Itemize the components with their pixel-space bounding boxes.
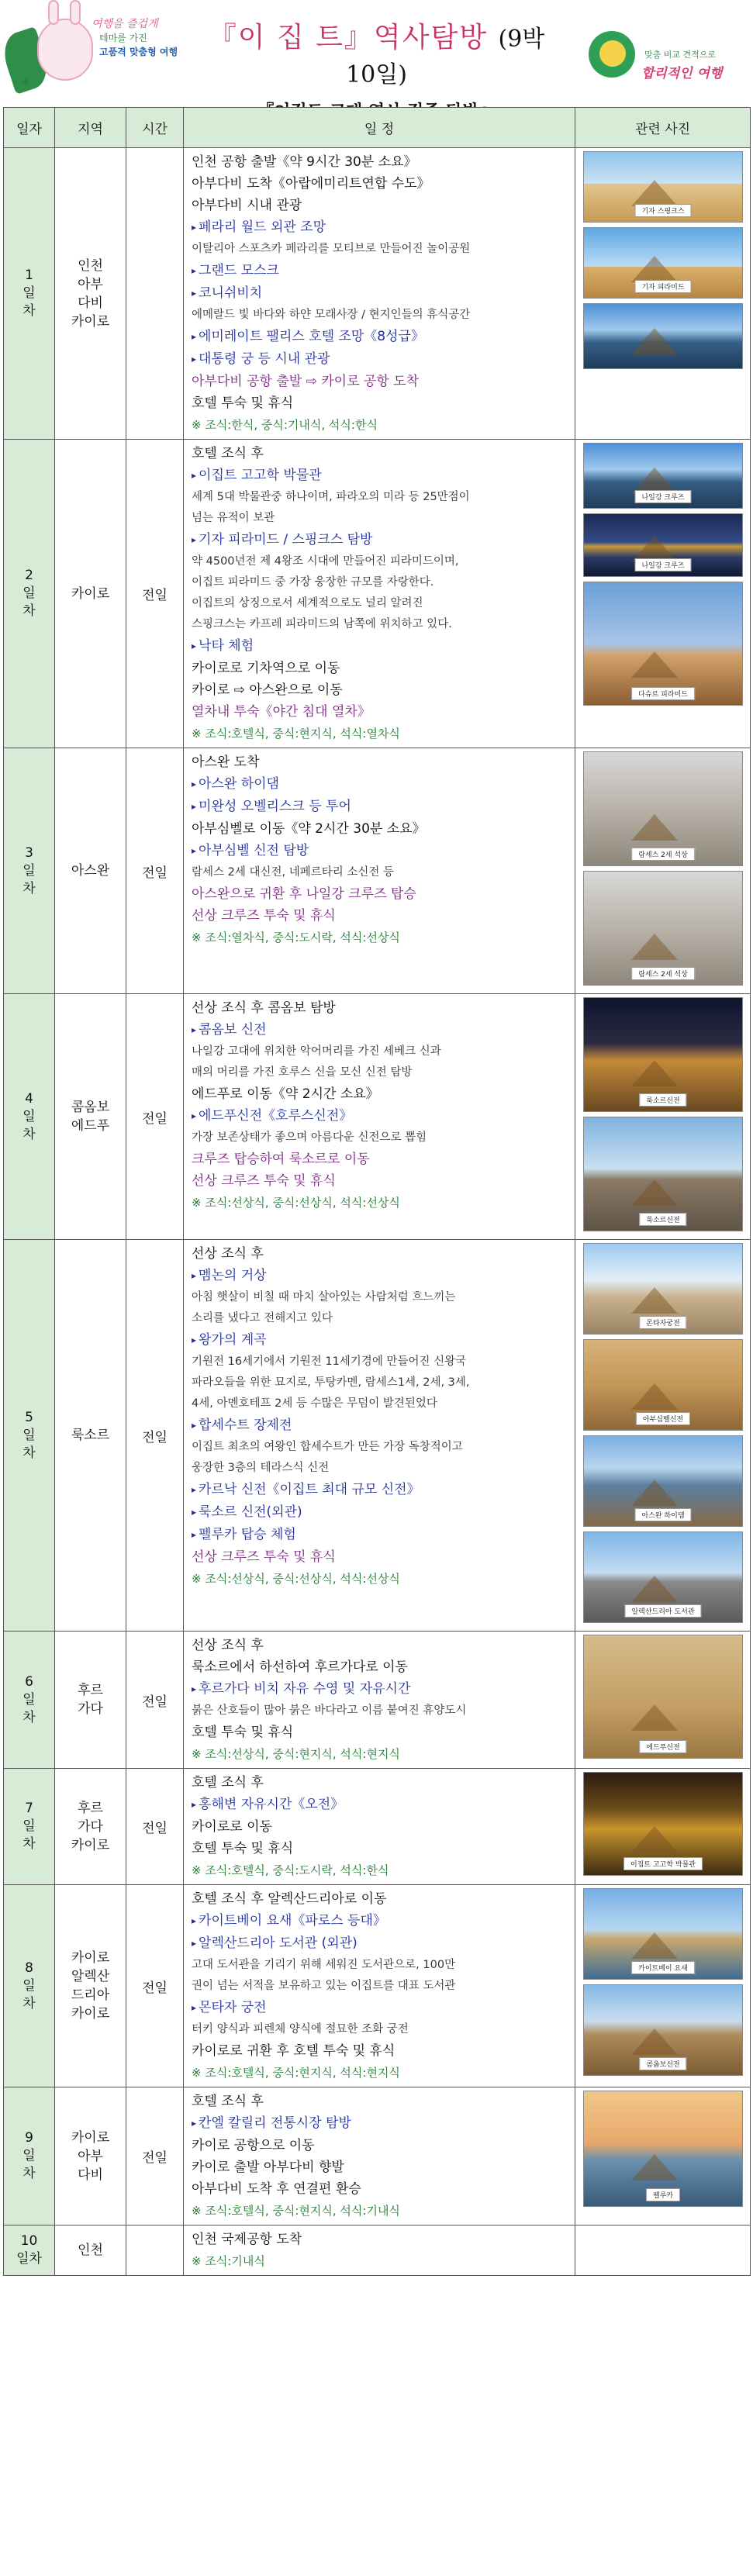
col-header-region: 지역 — [55, 108, 126, 148]
time-cell: 전일 — [126, 1885, 184, 2087]
page-title — [194, 16, 559, 89]
header — [0, 0, 753, 109]
schedule-cell — [184, 994, 575, 1240]
day-label-part: 차 — [22, 1709, 36, 1725]
meal-info: ※ 조식:기내식 — [192, 2254, 265, 2268]
related-photo — [583, 582, 743, 706]
photo-caption: 이집트 고고학 박물관 — [623, 1857, 703, 1870]
time-cell: 전일 — [126, 748, 184, 994]
day-label-part: 차 — [22, 1995, 36, 2011]
bunny-mascot-icon — [37, 19, 93, 81]
schedule-cell — [184, 1885, 575, 2087]
day-cell — [4, 1885, 55, 2087]
photo-cell — [575, 2087, 751, 2226]
photo-caption: 아스완 하이댐 — [634, 1508, 691, 1521]
region-name: 인천 — [78, 2243, 103, 2258]
logo-line2: 고품격 맞춤형 여행 — [99, 47, 178, 57]
region-name: 인천 — [78, 257, 103, 274]
photo-caption: 기자 피라미드 — [634, 280, 691, 293]
region-list — [57, 1098, 124, 1135]
region-cell — [55, 1240, 126, 1632]
region-cell — [55, 748, 126, 994]
region-cell — [55, 994, 126, 1240]
schedule-line: 카이로 출발 아부다비 향발 — [192, 2160, 344, 2175]
attraction-item: ▸ 홍해변 자유시간《오전》 — [192, 1794, 568, 1816]
day-label-part: 차 — [22, 2166, 36, 2181]
day-label-part: 5 — [25, 1409, 33, 1425]
schedule-line: 카이로로 이동 — [192, 1819, 272, 1835]
day-label-part: 7 — [25, 1801, 33, 1816]
meal-info: ※ 조식:호텔식, 중식:현지식, 석식:현지식 — [192, 2066, 400, 2080]
schedule-line: 호텔 조식 후 — [192, 1775, 264, 1790]
itinerary-table — [3, 107, 751, 2276]
schedule-line: 세계 5대 박물관중 하나이며, 파라오의 미라 등 25만점이 — [192, 491, 470, 503]
schedule-cell — [184, 2226, 575, 2276]
col-header-time: 시간 — [126, 108, 184, 148]
schedule-line: 크루즈 탑승하여 룩소르로 이동 — [192, 1152, 370, 1167]
related-photo — [583, 1635, 743, 1759]
day-label-part: 일 — [22, 1427, 36, 1443]
photo-caption: 아부심벨신전 — [636, 1412, 690, 1425]
schedule-line: 아부다비 도착 후 연결편 환승 — [192, 2181, 361, 2197]
day-cell — [4, 994, 55, 1240]
region-cell — [55, 1885, 126, 2087]
related-photo — [583, 751, 743, 866]
schedule-line: 이집트 최초의 여왕인 합세수트가 만든 가장 독창적이고 — [192, 1441, 463, 1453]
schedule-line: 파라오들을 위한 묘지로, 투탕카멘, 람세스1세, 2세, 3세, — [192, 1376, 470, 1389]
schedule-line: 스핑크스는 카프레 피라미드의 남쪽에 위치하고 있다. — [192, 618, 452, 630]
region-name: 카이로 — [71, 1950, 110, 1966]
photo-cell — [575, 440, 751, 748]
related-photo — [583, 1531, 743, 1623]
table-row — [4, 748, 751, 994]
attraction-item: ▸ 콤옴보 신전 — [192, 1019, 568, 1041]
schedule-cell — [184, 440, 575, 748]
schedule-cell — [184, 148, 575, 440]
meal-info: ※ 조식:선상식, 중식:선상식, 석식:선상식 — [192, 1572, 400, 1586]
table-row — [4, 2087, 751, 2226]
photo-caption: 룩소르신전 — [639, 1213, 686, 1226]
schedule-line: 아부심벨로 이동《약 2시간 30분 소요》 — [192, 821, 426, 837]
attraction-item: ▸ 알렉산드리아 도서관 (외관) — [192, 1932, 568, 1955]
region-name: 알렉산 드리아 — [71, 1969, 110, 2003]
day-label-part: 10 — [20, 2233, 38, 2249]
schedule-cell — [184, 748, 575, 994]
attraction-item: ▸ 에미레이트 팰리스 호텔 조망《8성급》 — [192, 326, 568, 348]
photo-silhouette — [631, 1704, 678, 1731]
photo-caption: 다슈르 피라미드 — [631, 687, 695, 700]
photo-silhouette — [631, 1480, 678, 1506]
photo-cell — [575, 2226, 751, 2276]
region-name: 후르 가다 — [78, 1683, 103, 1717]
related-photo — [583, 871, 743, 986]
schedule-line: 권이 넘는 서적을 보유하고 있는 이집트를 대표 도서관 — [192, 1980, 456, 1992]
related-photo — [583, 1984, 743, 2076]
schedule-line: 호텔 투숙 및 휴식 — [192, 395, 294, 411]
attraction-item: ▸ 이집트 고고학 박물관 — [192, 464, 568, 487]
attraction-item: ▸ 카르낙 신전《이집트 최대 규모 신전》 — [192, 1479, 568, 1501]
photo-caption: 나일강 크루즈 — [634, 490, 691, 503]
day-label-part: 차 — [22, 603, 36, 619]
region-name: 카이로 — [71, 313, 110, 330]
schedule-line: 룩소르에서 하선하여 후르가다로 이동 — [192, 1659, 408, 1675]
day-label-part: 차 — [22, 880, 36, 896]
schedule-line: 가장 보존상태가 좋으며 아름다운 신전으로 뽑힘 — [192, 1131, 427, 1144]
photo-cell — [575, 748, 751, 994]
attraction-item: ▸ 페라리 월드 외관 조망 — [192, 216, 568, 239]
schedule-line: 아부다비 도착《아랍에미리트연합 수도》 — [192, 176, 430, 192]
related-photo — [583, 443, 743, 509]
attraction-item: ▸ 멤논의 거상 — [192, 1265, 568, 1287]
attraction-item: ▸ 대통령 궁 등 시내 관광 — [192, 348, 568, 371]
schedule-line: 선상 크루즈 투숙 및 휴식 — [192, 908, 336, 924]
day-label-part: 일 — [22, 285, 36, 301]
photo-silhouette — [631, 328, 678, 354]
day-label-part: 일차 — [16, 2251, 42, 2267]
schedule-line: 매의 머리를 가진 호루스 신을 모신 신전 탐방 — [192, 1066, 413, 1079]
schedule-line: 람세스 2세 대신전, 네페르타리 소신전 등 — [192, 866, 394, 879]
logo-left — [6, 12, 192, 94]
schedule-line: 에드푸로 이동《약 2시간 소요》 — [192, 1086, 379, 1102]
logo-right — [589, 23, 744, 93]
photo-silhouette — [631, 651, 678, 678]
related-photo — [583, 1435, 743, 1527]
schedule-line: 웅장한 3층의 테라스식 신전 — [192, 1462, 330, 1474]
schedule-line: 기원전 16세기에서 기원전 11세기경에 만들어진 신왕국 — [192, 1355, 467, 1368]
region-list — [57, 1949, 124, 2023]
schedule-cell — [184, 1240, 575, 1632]
day-cell — [4, 748, 55, 994]
schedule-line: 이집트의 상징으로서 세계적으로도 널리 알려진 — [192, 597, 423, 609]
schedule-line: 선상 크루즈 투숙 및 휴식 — [192, 1173, 336, 1189]
photo-cell — [575, 1632, 751, 1769]
region-name: 카이로 — [71, 2129, 110, 2146]
schedule-cell — [184, 1769, 575, 1885]
region-cell — [55, 2226, 126, 2276]
schedule-cell — [184, 2087, 575, 2226]
related-photo — [583, 2091, 743, 2207]
schedule-cell — [184, 1632, 575, 1769]
photo-silhouette — [631, 1287, 678, 1314]
title-text: 『이 집 트』역사탐방 — [208, 22, 489, 54]
schedule-line: 호텔 조식 후 — [192, 446, 264, 461]
region-name: 후르 가다 — [78, 1800, 103, 1835]
photo-silhouette — [631, 1932, 678, 1959]
related-photo — [583, 997, 743, 1112]
region-list — [57, 1681, 124, 1718]
table-row — [4, 148, 751, 440]
table-row — [4, 1240, 751, 1632]
attraction-item: ▸ 아부심벨 신전 탐방 — [192, 840, 568, 862]
meal-info: ※ 조식:한식, 중식:기내식, 석식:한식 — [192, 418, 378, 432]
schedule-line: 이집트 피라미드 중 가장 웅장한 규모를 자랑한다. — [192, 576, 434, 589]
schedule-line: 카이로 ⇨ 아스완으로 이동 — [192, 682, 343, 698]
related-photo — [583, 1117, 743, 1231]
attraction-item: ▸ 낙타 체험 — [192, 635, 568, 658]
photo-silhouette — [631, 1060, 678, 1086]
related-photo — [583, 227, 743, 299]
schedule-line: 인천 공항 출발《약 9시간 30분 소요》 — [192, 154, 417, 170]
region-list — [57, 1426, 124, 1445]
schedule-line: 호텔 투숙 및 휴식 — [192, 1841, 294, 1856]
schedule-line: 호텔 투숙 및 휴식 — [192, 1725, 294, 1740]
day-label-part: 일 — [22, 862, 36, 879]
photo-cell — [575, 1240, 751, 1632]
table-row — [4, 1769, 751, 1885]
table-row — [4, 440, 751, 748]
region-name: 카이로 — [71, 585, 110, 602]
time-cell — [126, 2226, 184, 2276]
photo-silhouette — [631, 814, 678, 841]
region-name: 에드푸 — [71, 1118, 110, 1134]
schedule-line: 호텔 조식 후 알렉산드리아로 이동 — [192, 1891, 387, 1907]
day-label-part: 일 — [22, 2148, 36, 2163]
day-label-part: 8 — [25, 1960, 33, 1976]
meal-info: ※ 조식:호텔식, 중식:도시락, 석식:한식 — [192, 1863, 389, 1877]
related-photo — [583, 303, 743, 369]
photo-cell — [575, 1769, 751, 1885]
meal-info: ※ 조식:호텔식, 중식:현지식, 석식:기내식 — [192, 2204, 400, 2218]
region-list — [57, 2129, 124, 2184]
photo-silhouette — [631, 934, 678, 960]
day-cell — [4, 1632, 55, 1769]
star-icon: * — [22, 76, 29, 95]
schedule-line: 아부다비 시내 관광 — [192, 198, 302, 213]
related-photo — [583, 1888, 743, 1980]
related-photo — [583, 1339, 743, 1431]
schedule-line: 에메랄드 빛 바다와 하얀 모래사장 / 현지인들의 휴식공간 — [192, 309, 471, 321]
day-cell — [4, 2087, 55, 2226]
photo-silhouette — [631, 256, 678, 282]
photo-caption: 룩소르신전 — [639, 1093, 686, 1107]
table-row — [4, 1632, 751, 1769]
time-cell: 전일 — [126, 1240, 184, 1632]
photo-caption: 람세스 2세 석상 — [631, 967, 695, 980]
attraction-item: ▸ 기자 피라미드 / 스핑크스 탐방 — [192, 529, 568, 551]
schedule-line: 인천 국제공항 도착 — [192, 2232, 302, 2247]
schedule-line: 선상 조식 후 — [192, 1246, 264, 1262]
day-cell — [4, 148, 55, 440]
title-days: (9박 10일) — [346, 26, 545, 88]
logo-line1: 테마를 가진 — [99, 33, 147, 43]
photo-caption: 람세스 2세 석상 — [631, 848, 695, 861]
related-photo — [583, 1243, 743, 1335]
day-cell — [4, 1240, 55, 1632]
region-cell — [55, 2087, 126, 2226]
day-label-part: 9 — [25, 2130, 33, 2146]
day-label-part: 일 — [22, 1977, 36, 1994]
schedule-line: 나일강 고대에 위치한 악어머리를 가진 세베크 신과 — [192, 1045, 441, 1058]
photo-cell — [575, 994, 751, 1240]
col-header-schedule: 일 정 — [184, 108, 575, 148]
table-row — [4, 2226, 751, 2276]
day-label-part: 2 — [25, 568, 33, 583]
attraction-item: ▸ 카이트베이 요새《파로스 등대》 — [192, 1910, 568, 1932]
day-cell — [4, 440, 55, 748]
attraction-item: ▸ 룩소르 신전(외관) — [192, 1501, 568, 1524]
photo-silhouette — [631, 2029, 678, 2055]
day-label-part: 일 — [22, 1818, 36, 1834]
region-list — [57, 2241, 124, 2260]
attraction-item: ▸ 칸엘 칼릴리 전통시장 탐방 — [192, 2112, 568, 2135]
day-cell — [4, 2226, 55, 2276]
photo-caption: 기자 스핑크스 — [634, 204, 691, 217]
schedule-line: 터키 양식과 피렌체 양식에 절묘한 조화 궁전 — [192, 2023, 409, 2036]
region-list — [57, 257, 124, 331]
photo-silhouette — [631, 1383, 678, 1410]
attraction-item: ▸ 후르가다 비치 자유 수영 및 자유시간 — [192, 1678, 568, 1701]
meal-info: ※ 조식:열차식, 중식:도시락, 석식:선상식 — [192, 931, 400, 944]
attraction-item: ▸ 미완성 오벨리스크 등 투어 — [192, 796, 568, 818]
attraction-item: ▸ 펠루카 탑승 체험 — [192, 1524, 568, 1546]
logo-script: 여행을 즐겁게 — [92, 18, 158, 30]
region-list — [57, 585, 124, 603]
photo-silhouette — [631, 2154, 678, 2181]
region-cell — [55, 1632, 126, 1769]
logo-right-line2: 합리적인 여행 — [641, 66, 723, 81]
time-cell — [126, 148, 184, 440]
meal-info: ※ 조식:호텔식, 중식:현지식, 석식:열차식 — [192, 727, 400, 741]
day-label-part: 일 — [22, 1108, 36, 1124]
globe-highlight-icon — [599, 40, 626, 67]
schedule-line: 고대 도서관을 기리기 위해 세워진 도서관으로, 100만 — [192, 1959, 456, 1971]
photo-caption: 콤옴보신전 — [639, 2057, 686, 2070]
photo-caption: 나일강 크루즈 — [634, 558, 691, 571]
day-label-part: 1 — [25, 268, 33, 283]
schedule-line: 아스완 도착 — [192, 754, 260, 770]
day-label-part: 일 — [22, 1691, 36, 1708]
attraction-item: ▸ 합세수트 장제전 — [192, 1414, 568, 1437]
schedule-line: 열차내 투숙《야간 침대 열차》 — [192, 704, 371, 720]
region-name: 아부 다비 — [78, 276, 103, 311]
logo-right-line1: 맞춤 비교 견적으로 — [644, 50, 717, 60]
photo-cell — [575, 148, 751, 440]
table-row — [4, 994, 751, 1240]
attraction-item: ▸ 에드푸신전《호루스신전》 — [192, 1105, 568, 1127]
meal-info: ※ 조식:선상식, 중식:현지식, 석식:현지식 — [192, 1747, 400, 1761]
schedule-line: 아침 햇살이 비칠 때 마치 살아있는 사람처럼 흐느끼는 — [192, 1291, 456, 1304]
schedule-line: 호텔 조식 후 — [192, 2094, 264, 2109]
time-cell: 전일 — [126, 994, 184, 1240]
region-name: 아스완 — [71, 863, 110, 879]
time-cell: 전일 — [126, 1632, 184, 1769]
photo-silhouette — [631, 1179, 678, 1206]
time-cell: 전일 — [126, 440, 184, 748]
table-header-row — [4, 108, 751, 148]
attraction-item: ▸ 코니쉬비치 — [192, 282, 568, 305]
photo-silhouette — [631, 180, 678, 206]
schedule-line: 카이로로 귀환 후 호텔 투숙 및 휴식 — [192, 2043, 395, 2059]
photo-silhouette — [631, 1576, 678, 1602]
col-header-photos: 관련 사진 — [575, 108, 751, 148]
schedule-line: 소리를 냈다고 전해지고 있다 — [192, 1312, 333, 1324]
schedule-line: 이탈리아 스포츠카 페라리를 모티브로 만들어진 놀이공원 — [192, 243, 471, 255]
day-label-part: 4 — [25, 1090, 33, 1107]
photo-caption: 에드푸신전 — [639, 1740, 686, 1753]
attraction-item: ▸ 몬타자 궁전 — [192, 1997, 568, 2019]
day-label-part: 일 — [22, 585, 36, 601]
region-name: 아부 다비 — [78, 2148, 103, 2183]
schedule-line: 카이로로 기차역으로 이동 — [192, 661, 340, 676]
schedule-line: 선상 조식 후 콤옴보 탐방 — [192, 1000, 336, 1016]
day-label-part: 차 — [22, 1126, 36, 1142]
table-row — [4, 1885, 751, 2087]
time-cell: 전일 — [126, 1769, 184, 1885]
region-cell — [55, 1769, 126, 1885]
attraction-item: ▸ 아스완 하이댐 — [192, 773, 568, 796]
region-name: 카이로 — [71, 1837, 110, 1853]
day-label-part: 차 — [22, 1445, 36, 1461]
meal-info: ※ 조식:선상식, 중식:선상식, 석식:선상식 — [192, 1196, 400, 1210]
attraction-item: ▸ 왕가의 계곡 — [192, 1329, 568, 1352]
photo-caption: 카이트베이 요새 — [631, 1961, 695, 1974]
photo-cell — [575, 1885, 751, 2087]
schedule-line: 약 4500년전 제 4왕조 시대에 만들어진 피라미드이며, — [192, 555, 459, 568]
region-cell — [55, 440, 126, 748]
photo-caption: 펠루카 — [646, 2188, 680, 2201]
related-photo — [583, 513, 743, 577]
region-list — [57, 1799, 124, 1855]
col-header-day: 일자 — [4, 108, 55, 148]
region-list — [57, 862, 124, 880]
schedule-line: 붉은 산호들이 많아 붉은 바다라고 이름 붙여진 휴양도시 — [192, 1704, 467, 1717]
time-cell: 전일 — [126, 2087, 184, 2226]
region-name: 룩소르 — [71, 1428, 110, 1443]
attraction-item: ▸ 그랜드 모스크 — [192, 260, 568, 282]
schedule-line: 아스완으로 귀환 후 나일강 크루즈 탑승 — [192, 886, 416, 902]
region-cell — [55, 148, 126, 440]
day-label-part: 3 — [25, 844, 33, 861]
schedule-line: 선상 크루즈 투숙 및 휴식 — [192, 1549, 336, 1565]
schedule-line: 4세, 아멘호테프 2세 등 수많은 무덤이 발견된었다 — [192, 1397, 437, 1410]
schedule-line: 선상 조식 후 — [192, 1638, 264, 1653]
photo-caption: 알렉산드리아 도서관 — [624, 1604, 701, 1618]
day-cell — [4, 1769, 55, 1885]
photo-silhouette — [631, 1826, 678, 1853]
day-label-part: 차 — [22, 303, 36, 319]
schedule-line: 아부다비 공항 출발 ⇨ 카이로 공항 도착 — [192, 374, 419, 389]
region-name: 콤옴보 — [71, 1100, 110, 1115]
day-label-part: 차 — [22, 1836, 36, 1852]
related-photo — [583, 1772, 743, 1876]
photo-caption: 몬타자궁전 — [639, 1316, 686, 1329]
region-name: 카이로 — [71, 2006, 110, 2022]
day-label-part: 6 — [25, 1673, 33, 1690]
related-photo — [583, 151, 743, 223]
schedule-line: 카이로 공항으로 이동 — [192, 2138, 315, 2153]
schedule-line: 넘는 유적이 보관 — [192, 512, 275, 524]
